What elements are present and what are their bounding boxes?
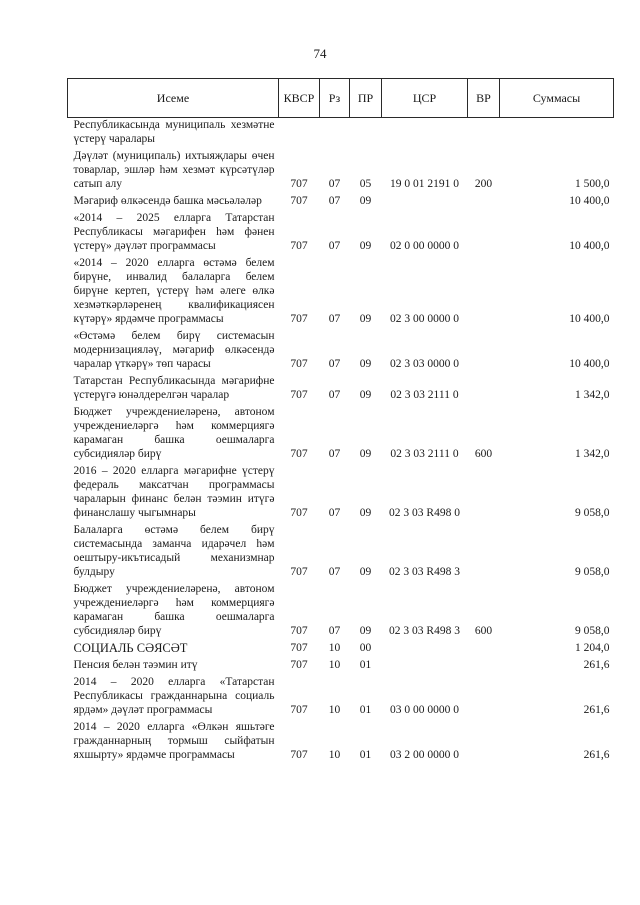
- cell-kvsr: 707: [290, 389, 308, 401]
- table-header: [68, 79, 614, 118]
- cell-csr: 02 3 03 R498 3: [389, 566, 460, 578]
- cell-pr: 01: [359, 704, 372, 716]
- cell-name: 2016 – 2020 елларга мәгарифне үстерү федераль максатчан программасы чараларын финанс белән тәэмин итүгә финанслашу чыгымнары: [73, 465, 275, 519]
- cell-csr: 02 3 03 R498 3: [389, 625, 460, 637]
- cell-name: Республикасында муниципаль хезмәтне үстерү чаралары: [73, 119, 275, 145]
- cell-rz: 07: [328, 625, 341, 637]
- cell-csr: [382, 639, 468, 656]
- cell-csr: 02 3 03 2111 0: [390, 448, 459, 460]
- cell-pr: 01: [359, 749, 372, 761]
- cell-pr: 09: [359, 195, 372, 207]
- cell-vr: [468, 209, 500, 254]
- cell-sum: 10 400,0: [569, 313, 610, 325]
- page-number: 74: [313, 46, 327, 61]
- cell-csr: 02 3 03 R498 0: [389, 507, 460, 519]
- table-row: [68, 673, 614, 718]
- cell-csr: [382, 656, 468, 673]
- cell-kvsr: 707: [290, 625, 308, 637]
- cell-rz: 07: [328, 313, 341, 325]
- cell-name: «Өстәмә белем бирү системасын модернизацияләү, мәгариф өлкәсендә чаралар үткәрү» төп чарасы: [73, 330, 275, 370]
- cell-csr: [382, 118, 468, 148]
- cell-sum: 261,6: [583, 659, 610, 671]
- cell-kvsr: [279, 118, 320, 148]
- cell-vr: [468, 254, 500, 327]
- table-row: [68, 192, 614, 209]
- cell-rz: 07: [328, 195, 341, 207]
- cell-sum: 10 400,0: [569, 358, 610, 370]
- cell-pr: 09: [359, 566, 372, 578]
- cell-kvsr: 707: [290, 704, 308, 716]
- cell-sum: 261,6: [583, 704, 610, 716]
- cell-sum: 1 204,0: [575, 642, 610, 654]
- cell-name: СОЦИАЛЬ СӘЯСӘТ: [73, 641, 188, 655]
- cell-pr: 09: [359, 358, 372, 370]
- cell-kvsr: 707: [290, 448, 308, 460]
- cell-kvsr: 707: [290, 178, 308, 190]
- cell-kvsr: 707: [290, 642, 308, 654]
- header-csr: ЦСР: [382, 79, 468, 118]
- cell-csr: 02 3 00 0000 0: [390, 313, 459, 325]
- cell-vr: 600: [474, 448, 493, 460]
- cell-name: 2014 – 2020 елларга «Өлкән яшьтәге гражданнарның тормыш сыйфатын яхшырту» ярдәмче программасы: [73, 721, 275, 761]
- cell-vr: [468, 372, 500, 403]
- cell-vr: 200: [474, 178, 493, 190]
- cell-sum: 1 500,0: [575, 178, 610, 190]
- cell-vr: [468, 118, 500, 148]
- cell-pr: 09: [359, 448, 372, 460]
- cell-vr: 600: [474, 625, 493, 637]
- cell-csr: 03 0 00 0000 0: [390, 704, 459, 716]
- header-name: Исеме: [68, 79, 279, 118]
- cell-pr: [350, 118, 382, 148]
- cell-kvsr: 707: [290, 659, 308, 671]
- cell-name: Пенсия белән тәэмин итү: [73, 659, 198, 671]
- cell-kvsr: 707: [290, 358, 308, 370]
- cell-pr: 01: [359, 659, 372, 671]
- cell-kvsr: 707: [290, 313, 308, 325]
- table-row: [68, 718, 614, 763]
- header-vr: ВР: [468, 79, 500, 118]
- cell-rz: 07: [328, 240, 341, 252]
- cell-vr: [468, 718, 500, 763]
- cell-rz: 10: [328, 704, 341, 716]
- cell-rz: 07: [328, 358, 341, 370]
- cell-rz: 07: [328, 507, 341, 519]
- table-row: [68, 521, 614, 580]
- cell-rz: 07: [328, 448, 341, 460]
- cell-name: «2014 – 2025 елларга Татарстан Республикасы мәгарифен һәм фәнен үстерү» дәүләт программасы: [73, 212, 275, 252]
- table-row: [68, 639, 614, 656]
- cell-rz: 10: [328, 642, 341, 654]
- cell-kvsr: 707: [290, 195, 308, 207]
- cell-vr: [468, 656, 500, 673]
- header-rz: Рз: [320, 79, 350, 118]
- cell-rz: [320, 118, 350, 148]
- cell-kvsr: 707: [290, 566, 308, 578]
- cell-sum: 261,6: [583, 749, 610, 761]
- table-row: [68, 209, 614, 254]
- cell-vr: [468, 192, 500, 209]
- cell-csr: 02 3 03 2111 0: [390, 389, 459, 401]
- cell-kvsr: 707: [290, 507, 308, 519]
- table-body: [68, 118, 614, 764]
- cell-rz: 10: [328, 749, 341, 761]
- cell-sum: 1 342,0: [575, 389, 610, 401]
- cell-csr: 02 3 03 0000 0: [390, 358, 459, 370]
- cell-pr: 09: [359, 313, 372, 325]
- table-row: [68, 656, 614, 673]
- table-row: [68, 403, 614, 462]
- cell-csr: 02 0 00 0000 0: [390, 240, 459, 252]
- cell-pr: 05: [359, 178, 372, 190]
- cell-vr: [468, 639, 500, 656]
- cell-rz: 07: [328, 566, 341, 578]
- header-kvsr: КВСР: [279, 79, 320, 118]
- cell-sum: 9 058,0: [575, 507, 610, 519]
- table-row: [68, 327, 614, 372]
- cell-sum: [500, 118, 614, 148]
- header-sum: Суммасы: [500, 79, 614, 118]
- cell-name: Мәгариф өлкәсендә башка мәсьәләләр: [73, 195, 262, 207]
- cell-vr: [468, 521, 500, 580]
- cell-rz: 07: [328, 178, 341, 190]
- cell-vr: [468, 462, 500, 521]
- cell-sum: 1 342,0: [575, 448, 610, 460]
- cell-name: Бюджет учреждениеләренә, автоном учреждениеләргә һәм коммерциягә карамаган башка оешмаларга субсидияләр бирү: [73, 583, 275, 637]
- table-row: [68, 147, 614, 192]
- table-row: [68, 118, 614, 148]
- cell-name: Татарстан Республикасында мәгарифне үстерүгә юнәлдерелгән чаралар: [73, 375, 275, 401]
- cell-csr: 03 2 00 0000 0: [390, 749, 459, 761]
- cell-vr: [468, 673, 500, 718]
- cell-name: Дәүләт (муниципаль) ихтыяҗлары өчен товарлар, эшләр һәм хезмәт күрсәтүләр сатып алу: [73, 150, 275, 190]
- cell-vr: [468, 327, 500, 372]
- cell-name: Балаларга өстәмә белем бирү системасында заманча идарәчел һәм оештыру-икътисадый механизмнар булдыру: [73, 524, 275, 578]
- cell-name: «2014 – 2020 елларга өстәмә белем бирүне, инвалид балаларга белем бирүне кертеп, үстерү һәм әлеге өлкә хезмәткәрләренең квалификациясен күтәрү» ярдәмче программасы: [73, 257, 275, 325]
- cell-rz: 10: [328, 659, 341, 671]
- cell-kvsr: 707: [290, 240, 308, 252]
- cell-name: 2014 – 2020 елларга «Татарстан Республикасы гражданнарына социаль ярдәм» дәүләт программасы: [73, 676, 275, 716]
- cell-sum: 9 058,0: [575, 625, 610, 637]
- cell-pr: 00: [359, 642, 372, 654]
- cell-sum: 10 400,0: [569, 195, 610, 207]
- cell-csr: 19 0 01 2191 0: [390, 178, 459, 190]
- cell-rz: 07: [328, 389, 341, 401]
- table-row: [68, 254, 614, 327]
- cell-pr: 09: [359, 389, 372, 401]
- table-row: [68, 372, 614, 403]
- cell-pr: 09: [359, 240, 372, 252]
- budget-table: [67, 78, 614, 763]
- table-row: [68, 580, 614, 639]
- cell-pr: 09: [359, 507, 372, 519]
- cell-name: Бюджет учреждениеләренә, автоном учреждениеләргә һәм коммерциягә карамаган башка оешмаларга субсидияләр бирү: [73, 406, 275, 460]
- cell-csr: [382, 192, 468, 209]
- cell-pr: 09: [359, 625, 372, 637]
- cell-sum: 9 058,0: [575, 566, 610, 578]
- cell-kvsr: 707: [290, 749, 308, 761]
- table-row: [68, 462, 614, 521]
- header-pr: ПР: [350, 79, 382, 118]
- cell-sum: 10 400,0: [569, 240, 610, 252]
